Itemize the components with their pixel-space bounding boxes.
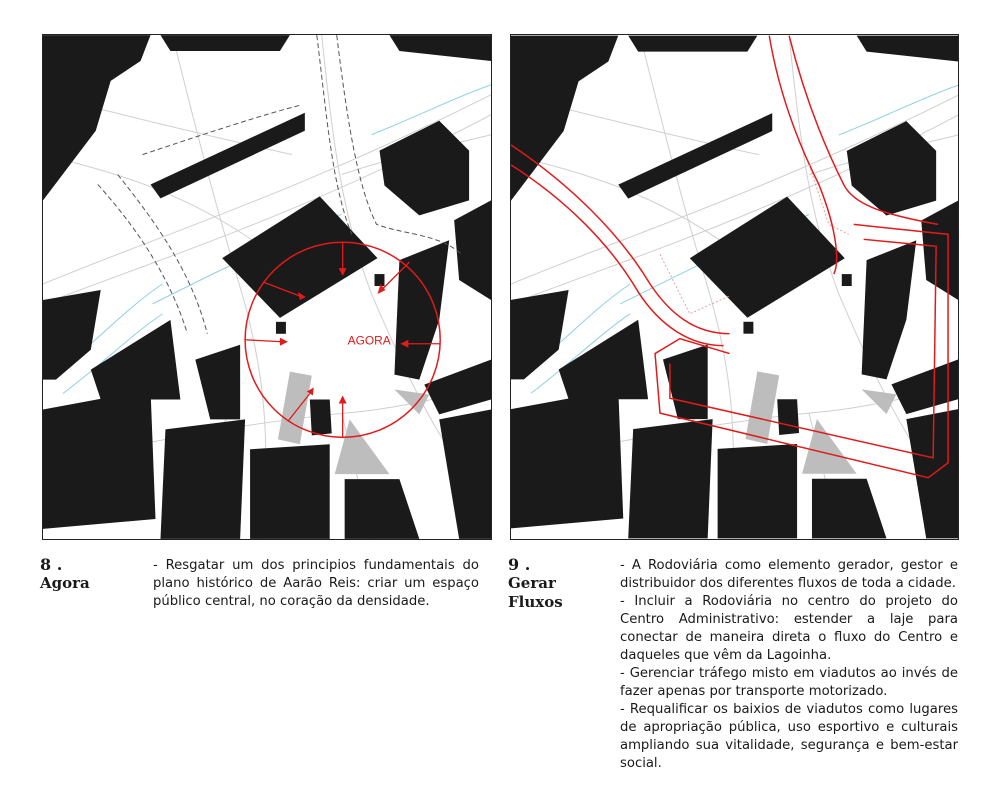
panel-9-number: 9 . [508, 555, 531, 574]
panel-9-heading [508, 555, 563, 612]
panel-8-title: Agora [40, 574, 90, 592]
panel-9-description [620, 557, 958, 773]
panel-9-paragraph: - A Rodoviária como elemento gerador, gestor e distribuidor dos diferentes fluxos de toda a cidade. [620, 558, 958, 591]
agora-map-label: AGORA [347, 333, 391, 348]
panel-8-number: 8 . [40, 555, 63, 574]
panel-9-paragraph: - Gerenciar tráfego misto em viadutos ao invés de fazer apenas por transporte motorizado. [620, 666, 958, 699]
panel-8-description [153, 557, 479, 611]
panel-9-title-line2: Fluxos [508, 593, 563, 611]
panel-9-title-line1: Gerar [508, 574, 556, 592]
panel-8-heading [40, 555, 90, 593]
panel-9-paragraph: - Incluir a Rodoviária no centro do projeto do Centro Administrativo: estender a laje para conectar de maneira direta o fluxo do Centro e daqueles que vêm da Lagoinha. [620, 594, 958, 663]
fluxos-map-drawing [511, 35, 958, 539]
map-agora [42, 34, 492, 540]
map-gerar-fluxos [510, 34, 959, 540]
panel-8-paragraph: - Resgatar um dos principios fundamentais do plano histórico de Aarão Reis: criar um espaço público central, no coração da densidade. [153, 558, 479, 609]
agora-map-drawing [43, 35, 491, 539]
panel-9-paragraph: - Requalificar os baixios de viadutos como lugares de apropriação pública, uso esportivo e culturais ampliando sua vitalidade, segurança e bem-estar social. [620, 702, 958, 771]
